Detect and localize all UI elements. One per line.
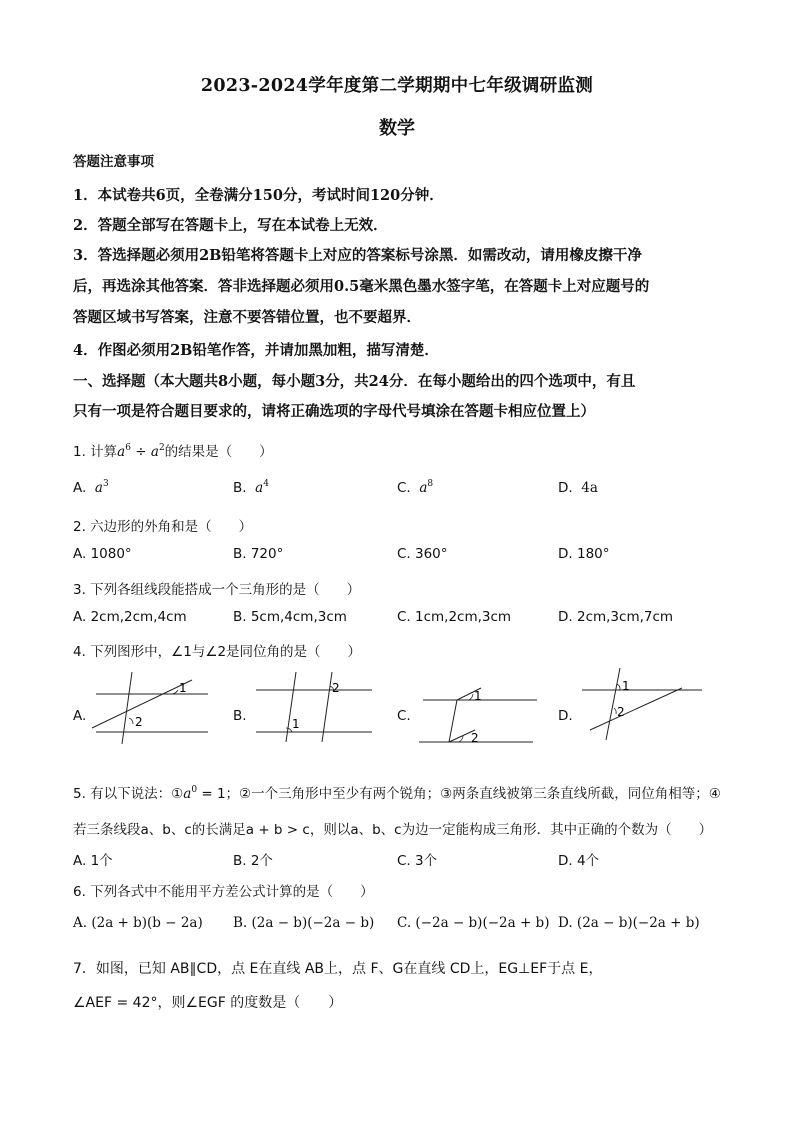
q4b-angle-1: 1 bbox=[292, 717, 300, 731]
note-line-4: 后，再选涂其他答案．答非选择题必须用0.5毫米黑色墨水签字笔，在答题卡上对应题号的 bbox=[73, 278, 650, 295]
q3-stem: 3. 下列各组线段能搭成一个三角形的是（ ） bbox=[73, 582, 361, 598]
q3-option-c: C. 1cm,2cm,3cm bbox=[397, 609, 512, 625]
q4d-angle-2: 2 bbox=[617, 705, 625, 719]
q2-option-a: A. 1080° bbox=[73, 546, 132, 562]
q4-figure-a bbox=[88, 672, 218, 744]
section1-heading-line1: 一、选择题（本大题共8小题，每小题3分，共24分．在每小题给出的四个选项中，有且 bbox=[73, 373, 636, 390]
q1-stem: 1. 计算$a^6 \div a^2$的结果是（ ） bbox=[73, 443, 273, 460]
q2-stem: 2. 六边形的外角和是（ ） bbox=[73, 519, 253, 535]
q2-option-d: D. 180° bbox=[558, 546, 610, 562]
q4-figure-b bbox=[252, 670, 382, 742]
q4a-angle-1: 1 bbox=[179, 681, 187, 695]
note-line-5: 答题区域书写答案，注意不要答错位置，也不要超界． bbox=[73, 309, 421, 326]
subject-title: 数学 bbox=[379, 118, 415, 139]
q5-line-1: 5. 有以下说法：$①a^0 = 1$；②一个三角形中至少有两个锐角；③两条直线被第三条直线所截，同位角相等；④ bbox=[73, 785, 721, 802]
q1-option-b: B. $a^4$ bbox=[233, 479, 269, 496]
q4-option-d-label: D. bbox=[558, 708, 573, 724]
q3-option-a: A. 2cm,2cm,4cm bbox=[73, 609, 187, 625]
q3-option-d: D. 2cm,3cm,7cm bbox=[558, 609, 674, 625]
q4-option-a-label: A. bbox=[73, 708, 87, 724]
note-line-2: 2．答题全部写在答题卡上，写在本试卷上无效． bbox=[73, 217, 388, 234]
note-line-1: 1．本试卷共6页，全卷满分150分，考试时间120分钟． bbox=[73, 187, 444, 204]
q4-figure-d bbox=[576, 668, 706, 740]
page-title: 2023-2024学年度第二学期期中七年级调研监测 bbox=[200, 76, 594, 96]
q6-option-b: B. (2a − b)(−2a − b) bbox=[233, 915, 375, 931]
note-line-6: 4．作图必须用2B铅笔作答，并请加黑加粗，描写清楚． bbox=[73, 342, 439, 359]
q4-option-c-label: C. bbox=[397, 708, 411, 724]
q1-option-c: C. $a^8$ bbox=[397, 479, 434, 496]
q4c-angle-1: 1 bbox=[474, 689, 482, 703]
q4d-angle-1: 1 bbox=[622, 679, 630, 693]
q7-line-1: 7．如图，已知 AB∥CD，点 E在直线 AB上，点 F、G在直线 CD上，EG⊥EF于点 E， bbox=[73, 961, 603, 977]
q4b-angle-2: 2 bbox=[332, 681, 340, 695]
q6-option-d: D. (2a − b)(−2a + b) bbox=[558, 915, 700, 931]
q4c-angle-2: 2 bbox=[471, 731, 479, 745]
q5-option-c: C. 3个 bbox=[397, 853, 438, 869]
q1-option-a: A. $a^3$ bbox=[73, 479, 109, 496]
q4-option-b-label: B. bbox=[233, 708, 247, 724]
q2-option-c: C. 360° bbox=[397, 546, 448, 562]
q5-line-2: 若三条线段a、b、c的长满足a + b > c，则以a、b、c为边一定能构成三角形．其中正确的个数为（ ） bbox=[73, 822, 713, 838]
q4-stem: 4. 下列图形中，∠1与∠2是同位角的是（ ） bbox=[73, 644, 362, 660]
q5-option-a: A. 1个 bbox=[73, 853, 113, 869]
q6-stem: 6. 下列各式中不能用平方差公式计算的是（ ） bbox=[73, 884, 374, 900]
notes-heading: 答题注意事项 bbox=[73, 154, 154, 170]
q1-option-d: D. 4a bbox=[558, 480, 598, 496]
q2-option-b: B. 720° bbox=[233, 546, 284, 562]
q6-option-a: A. (2a + b)(b − 2a) bbox=[73, 915, 203, 931]
q3-option-b: B. 5cm,4cm,3cm bbox=[233, 609, 347, 625]
q4-figure-c bbox=[415, 676, 545, 748]
q5-option-d: D. 4个 bbox=[558, 853, 600, 869]
q5-option-b: B. 2个 bbox=[233, 853, 273, 869]
section1-heading-line2: 只有一项是符合题目要求的，请将正确选项的字母代号填涂在答题卡相应位置上） bbox=[73, 403, 595, 420]
q7-line-2: ∠AEF = 42°，则∠EGF 的度数是（ ） bbox=[73, 995, 343, 1011]
note-line-3: 3．答选择题必须用2B铅笔将答题卡上对应的答案标号涂黑．如需改动，请用橡皮擦干净 bbox=[73, 247, 642, 264]
q4a-angle-2: 2 bbox=[135, 715, 143, 729]
q6-option-c: C. (−2a − b)(−2a + b) bbox=[397, 915, 550, 931]
